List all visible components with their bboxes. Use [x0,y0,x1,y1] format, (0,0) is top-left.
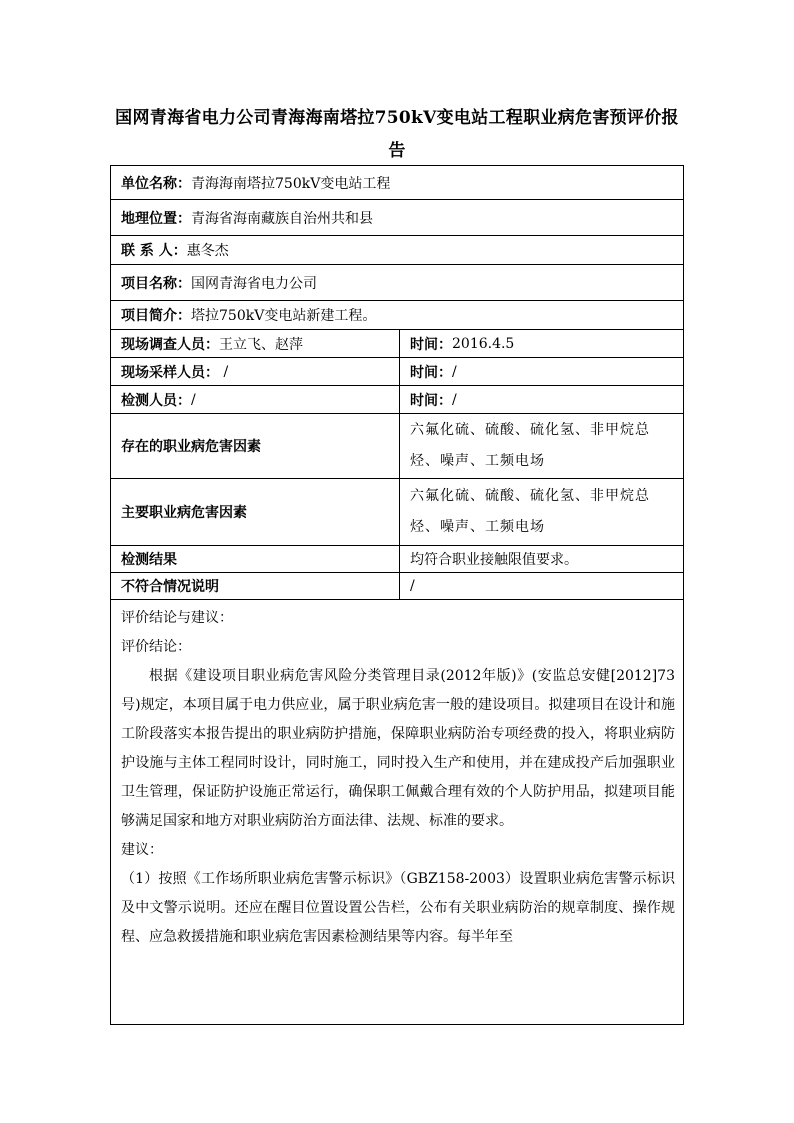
row-sampling [111,358,683,386]
label-survey: 现场调查人员： [121,336,219,353]
value-sampling: / [219,363,229,380]
suggestion-1: （1）按照《工作场所职业病危害警示标识》（GBZ158-2003）设置职业病危害警示标识及中文警示说明。还应在醒目位置设置公告栏，公布有关职业病防治的规章制度、操作规程、应急救援措施和职业病危害因素检测结果等内容。每半年至 [121,871,675,945]
value-survey-time: 2016.4.5 [452,335,515,352]
value-test-result: 均符合职业接触限值要求。 [410,552,578,568]
value-unit: 青海海南塔拉750kV变电站工程 [191,175,391,192]
conclusion-section [111,601,683,952]
row-main-hazards [111,479,683,546]
row-unit [111,166,683,200]
suggestion-heading: 建议： [121,842,163,858]
row-testing [111,386,683,414]
row-test-result [111,546,683,573]
row-location [111,200,683,236]
value-survey: 王立飞、赵萍 [219,336,303,353]
label-sampling-time: 时间： [410,364,452,381]
value-project-name: 国网青海省电力公司 [191,275,317,292]
report-table [110,165,684,1025]
row-existing-hazards [111,414,683,479]
value-sampling-time: / [452,363,457,380]
row-contact [111,236,683,265]
value-nonconformity: / [410,578,415,594]
label-location: 地理位置： [121,210,191,227]
label-survey-time: 时间： [410,336,452,353]
row-project-name [111,265,683,301]
label-existing-hazards: 存在的职业病危害因素 [121,439,261,455]
conclusion-sub-heading: 评价结论： [121,639,191,655]
label-nonconformity: 不符合情况说明 [121,579,219,595]
label-testing: 检测人员： [121,392,191,409]
label-project-intro: 项目简介： [121,308,191,324]
label-unit: 单位名称： [121,175,191,192]
value-testing: / [191,391,196,408]
label-test-result: 检测结果 [121,552,177,568]
label-main-hazards: 主要职业病危害因素 [121,505,247,521]
conclusion-heading: 评价结论与建议： [121,610,233,626]
label-sampling: 现场采样人员： [121,364,219,381]
label-contact: 联 系 人： [121,243,187,259]
label-testing-time: 时间： [410,392,452,409]
value-project-intro: 塔拉750kV变电站新建工程。 [191,308,377,324]
label-project-name: 项目名称： [121,275,191,292]
report-title: 国网青海省电力公司青海海南塔拉750kV变电站工程职业病危害预评价报告 [115,108,679,161]
row-project-intro [111,301,683,330]
value-contact: 惠冬杰 [186,243,229,259]
conclusion-paragraph: 根据《建设项目职业病危害风险分类管理目录(2012年版)》(安监总安健[2012]73号)规定，本项目属于电力供应业，属于职业病危害一般的建设项目。拟建项目在设计和施工阶段落实本报告提出的职业病防护措施，保障职业病防治专项经费的投入，将职业病防护设施与主体工程同时设计，同时施工，同时投入生产和使用，并在建成投产后加强职业卫生管理，保证防护设施正常运行，确保职工佩戴合理有效的个人防护用品，拟建项目能够满足国家和地方对职业病防治方面法律、法规、标准的要求。 [121,668,675,829]
value-location: 青海省海南藏族自治州共和县 [191,210,373,227]
row-survey [111,330,683,358]
value-testing-time: / [452,391,457,408]
value-existing-hazards: 六氟化硫、硫酸、硫化氢、非甲烷总烃、噪声、工频电场 [410,422,650,469]
row-nonconformity [111,573,683,600]
value-main-hazards: 六氟化硫、硫酸、硫化氢、非甲烷总烃、噪声、工频电场 [410,488,650,535]
